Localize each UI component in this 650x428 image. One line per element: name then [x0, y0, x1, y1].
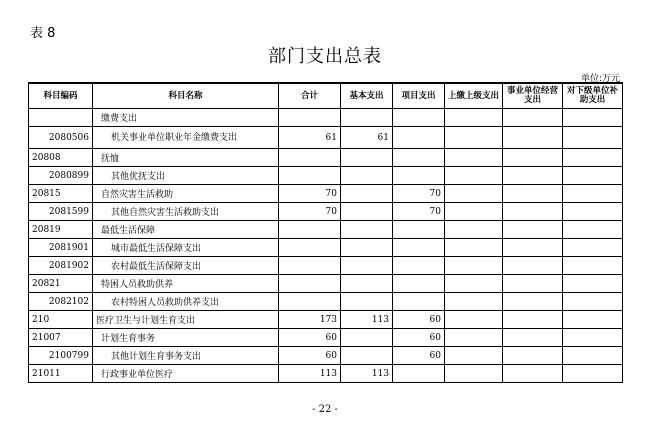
cell-name: 抚恤 [93, 149, 279, 167]
cell-total [279, 109, 341, 127]
table-row [29, 185, 623, 203]
cell-subsidy [563, 127, 623, 149]
cell-subsidy [563, 347, 623, 365]
cell-upper [445, 167, 503, 185]
cell-subsidy [563, 167, 623, 185]
cell-basic [341, 221, 393, 239]
cell-subsidy [563, 185, 623, 203]
cell-project [393, 127, 445, 149]
cell-operating [503, 257, 563, 275]
cell-code: 20819 [29, 221, 93, 239]
table-row [29, 311, 623, 329]
cell-basic [341, 257, 393, 275]
header-basic: 基本支出 [341, 83, 393, 109]
table-row [29, 167, 623, 185]
cell-total [279, 221, 341, 239]
cell-project [393, 221, 445, 239]
cell-operating [503, 221, 563, 239]
cell-total: 173 [279, 311, 341, 329]
cell-total: 113 [279, 365, 341, 383]
cell-subsidy [563, 239, 623, 257]
cell-basic [341, 185, 393, 203]
cell-subsidy [563, 311, 623, 329]
header-upper: 上缴上级支出 [445, 83, 503, 109]
cell-project [393, 257, 445, 275]
cell-project [393, 149, 445, 167]
cell-code [29, 109, 93, 127]
cell-operating [503, 239, 563, 257]
cell-upper [445, 347, 503, 365]
header-project: 项目支出 [393, 83, 445, 109]
cell-total [279, 167, 341, 185]
table-row [29, 127, 623, 149]
cell-name: 特困人员救助供养 [93, 275, 279, 293]
cell-upper [445, 221, 503, 239]
cell-name: 农村特困人员救助供养支出 [93, 293, 279, 311]
table-header-row [29, 83, 623, 109]
table-row [29, 293, 623, 311]
cell-basic [341, 293, 393, 311]
cell-name: 自然灾害生活救助 [93, 185, 279, 203]
cell-operating [503, 127, 563, 149]
cell-basic: 113 [341, 311, 393, 329]
cell-upper [445, 239, 503, 257]
table-row [29, 203, 623, 221]
table-row [29, 221, 623, 239]
cell-code: 2080899 [29, 167, 93, 185]
cell-name: 行政事业单位医疗 [93, 365, 279, 383]
cell-basic [341, 149, 393, 167]
cell-subsidy [563, 293, 623, 311]
cell-upper [445, 329, 503, 347]
cell-total [279, 239, 341, 257]
cell-project: 60 [393, 347, 445, 365]
cell-operating [503, 347, 563, 365]
cell-subsidy [563, 221, 623, 239]
cell-code: 20808 [29, 149, 93, 167]
cell-project [393, 365, 445, 383]
cell-subsidy [563, 275, 623, 293]
table-row [29, 257, 623, 275]
cell-basic: 113 [341, 365, 393, 383]
cell-total: 70 [279, 185, 341, 203]
cell-name: 城市最低生活保障支出 [93, 239, 279, 257]
cell-name: 其他优抚支出 [93, 167, 279, 185]
header-name: 科目名称 [93, 83, 279, 109]
page-title: 部门支出总表 [268, 46, 382, 67]
cell-operating [503, 365, 563, 383]
cell-code: 2080506 [29, 127, 93, 149]
table-row [29, 109, 623, 127]
cell-upper [445, 127, 503, 149]
cell-subsidy [563, 329, 623, 347]
cell-total: 61 [279, 127, 341, 149]
table-row [29, 239, 623, 257]
cell-subsidy [563, 149, 623, 167]
expenditure-table [28, 82, 623, 383]
cell-subsidy [563, 257, 623, 275]
cell-total: 70 [279, 203, 341, 221]
cell-basic [341, 275, 393, 293]
cell-code: 20821 [29, 275, 93, 293]
cell-code: 21007 [29, 329, 93, 347]
cell-name: 机关事业单位职业年金缴费支出 [93, 127, 279, 149]
cell-upper [445, 109, 503, 127]
cell-upper [445, 257, 503, 275]
cell-name: 医疗卫生与计划生育支出 [93, 311, 279, 329]
cell-upper [445, 311, 503, 329]
cell-basic [341, 167, 393, 185]
cell-code: 2082102 [29, 293, 93, 311]
cell-operating [503, 185, 563, 203]
cell-basic [341, 203, 393, 221]
cell-code: 2081902 [29, 257, 93, 275]
cell-name: 其他计划生育事务支出 [93, 347, 279, 365]
cell-total: 60 [279, 329, 341, 347]
cell-upper [445, 185, 503, 203]
header-code: 科目编码 [29, 83, 93, 109]
cell-basic [341, 347, 393, 365]
cell-code: 2081901 [29, 239, 93, 257]
cell-name: 最低生活保障 [93, 221, 279, 239]
table-row [29, 347, 623, 365]
cell-operating [503, 293, 563, 311]
cell-project [393, 239, 445, 257]
table-row [29, 365, 623, 383]
cell-total [279, 149, 341, 167]
cell-project [393, 293, 445, 311]
cell-project: 60 [393, 311, 445, 329]
cell-project: 70 [393, 203, 445, 221]
cell-basic: 61 [341, 127, 393, 149]
cell-code: 21011 [29, 365, 93, 383]
cell-code: 2100799 [29, 347, 93, 365]
unit-label: 单位:万元 [580, 74, 620, 84]
cell-basic [341, 239, 393, 257]
cell-code: 20815 [29, 185, 93, 203]
page-number: - 22 - [312, 404, 338, 415]
cell-name: 农村最低生活保障支出 [93, 257, 279, 275]
cell-upper [445, 275, 503, 293]
cell-operating [503, 149, 563, 167]
cell-operating [503, 109, 563, 127]
cell-project [393, 167, 445, 185]
cell-basic [341, 329, 393, 347]
cell-total [279, 257, 341, 275]
cell-operating [503, 275, 563, 293]
cell-project: 60 [393, 329, 445, 347]
cell-project [393, 275, 445, 293]
cell-subsidy [563, 365, 623, 383]
cell-code: 210 [29, 311, 93, 329]
cell-name: 其他自然灾害生活救助支出 [93, 203, 279, 221]
cell-operating [503, 203, 563, 221]
cell-project: 70 [393, 185, 445, 203]
cell-operating [503, 311, 563, 329]
cell-name: 计划生育事务 [93, 329, 279, 347]
cell-code: 2081599 [29, 203, 93, 221]
cell-name: 缴费支出 [93, 109, 279, 127]
header-subsidy: 对下级单位补助支出 [563, 83, 623, 109]
table-row [29, 329, 623, 347]
cell-upper [445, 149, 503, 167]
cell-subsidy [563, 203, 623, 221]
cell-operating [503, 329, 563, 347]
cell-project [393, 109, 445, 127]
table-number-label: 表 8 [30, 26, 56, 41]
cell-total [279, 293, 341, 311]
cell-upper [445, 365, 503, 383]
cell-basic [341, 109, 393, 127]
cell-upper [445, 293, 503, 311]
cell-total [279, 275, 341, 293]
cell-upper [445, 203, 503, 221]
header-total: 合计 [279, 83, 341, 109]
table-row [29, 275, 623, 293]
cell-total: 60 [279, 347, 341, 365]
cell-subsidy [563, 109, 623, 127]
cell-operating [503, 167, 563, 185]
header-operating: 事业单位经营支出 [503, 83, 563, 109]
table-row [29, 149, 623, 167]
